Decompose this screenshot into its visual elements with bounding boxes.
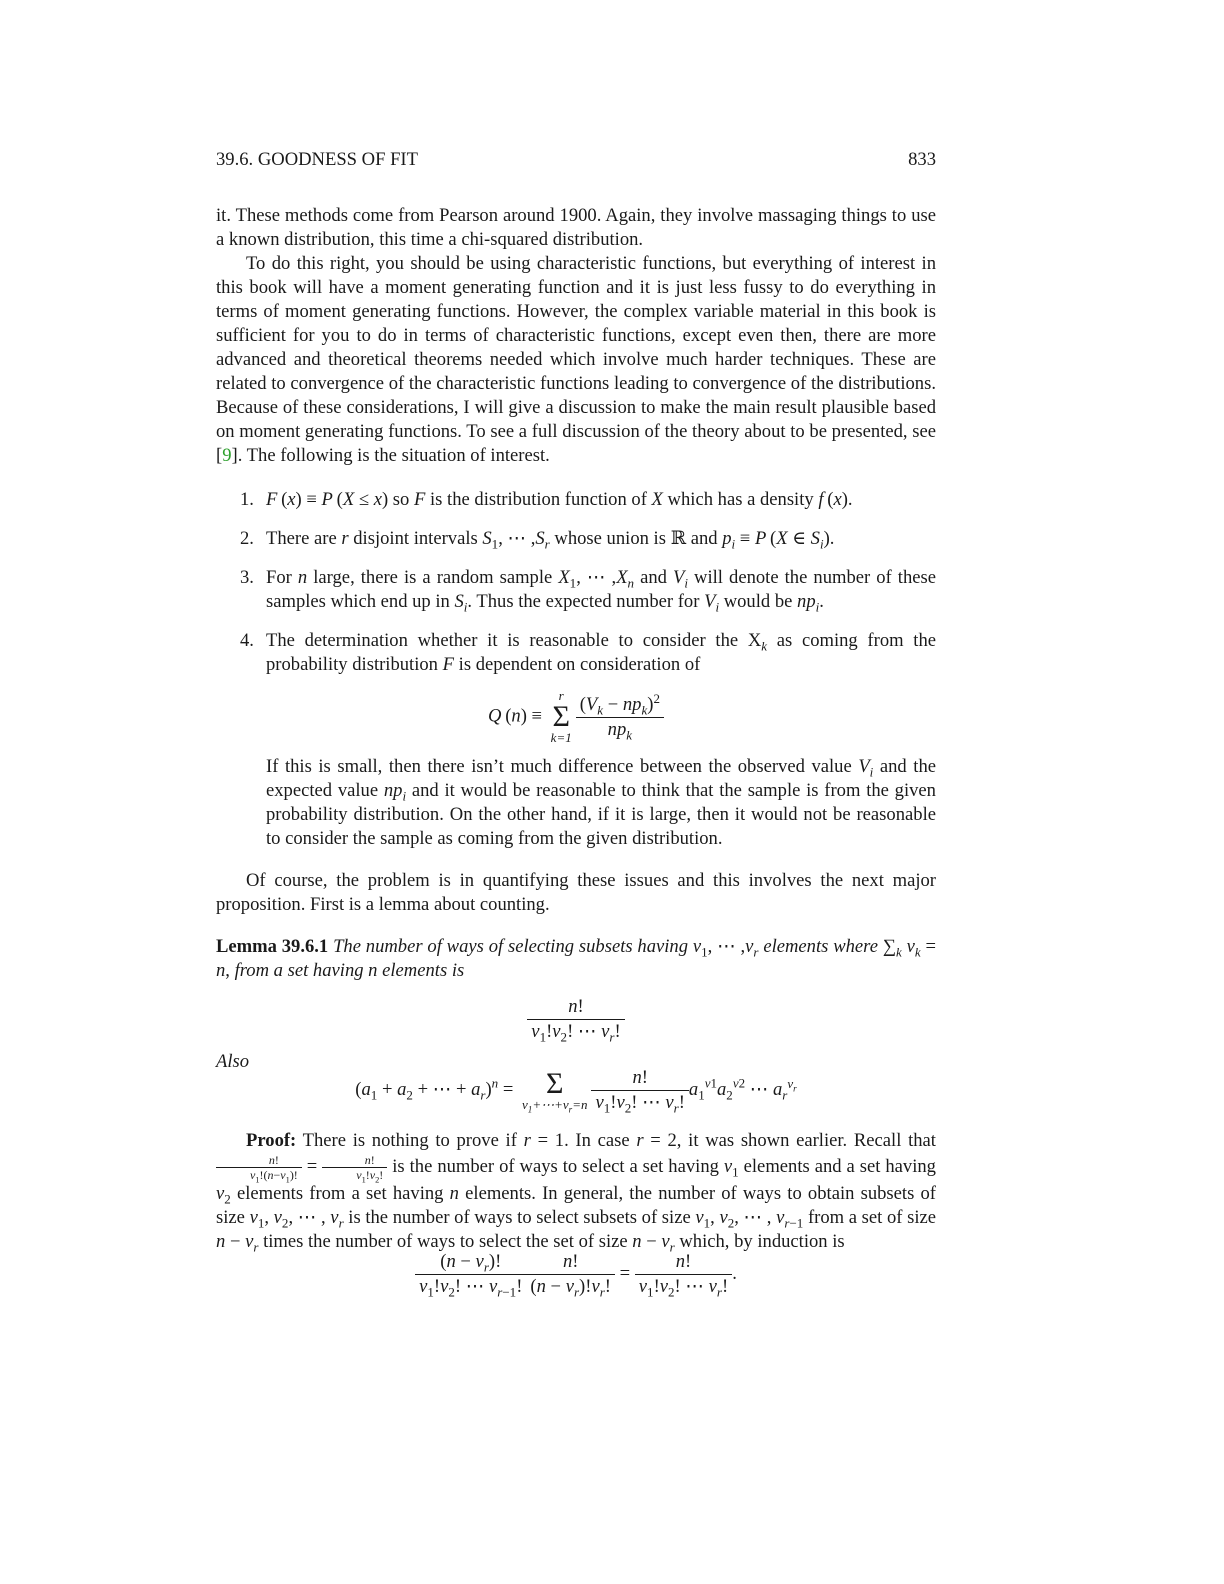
equation-Q: Q (n) ≡ r Σ k=1 $\frac{(V_k - np_k)^2}{np_k}$ [216, 689, 936, 745]
proof: Proof: There is nothing to prove if r = 1. In case r = 2, it was shown earlier. Recall that $\frac{n!}{v_1!(n-v_1)!}$ = $\frac{n!}{v_1!v_2!}$ is the number of ways to select a set having $v_1$ elements and a set having $v_2$ elements from a set having n elements. In general, the number of ways to obtain subsets of size $v_1$, $v_2$, ⋯ , $v_r$ is the number of ways to select subsets of size $v_1$, $v_2$, ⋯ , $v_{r-1}$ from a set of size $n - v_r$ times the number of ways to select the set of size $n - v_r$ which, by induction is [216, 1130, 937, 1255]
lemma: Lemma 39.6.1 The number of ways of selecting subsets having $v_1$, ⋯ $,v_r$ elements where $\sum_k$ $v_k = n$, from a set having n elements is [216, 936, 936, 981]
body [216, 204, 936, 1299]
proof-label: Proof: [246, 1130, 297, 1151]
conditions-list [216, 488, 936, 851]
lemma-label: Lemma 39.6.1 [216, 936, 329, 957]
list-item: 2. There are r disjoint intervals $S_1$, ⋯ $,S_r$ whose union is ℝ and $p_i \equiv P$ (X ∈ $S_i$). [240, 528, 835, 552]
also-label: Also [216, 1051, 250, 1072]
citation-link[interactable]: 9 [222, 445, 232, 466]
paragraph-3: Of course, the problem is in quantifying these issues and this involves the next major proposition. First is a lemma about counting. [216, 870, 936, 915]
paragraph-1: it. These methods come from Pearson around 1900. Again, they involve massaging things to use a known distribution, this time a chi-squared distribution. [216, 205, 936, 250]
equation-multinomial: $\frac{n!}{v_1!v_2! \cdots v_r!}$ [216, 995, 936, 1044]
list-item: 4. The determination whether it is reasonable to consider the $X_k$ as coming from the probability distribution F is dependent on consideration of Q (n) ≡ r Σ k=1 $\frac{(V_k - np_k)^2}{np_k}$ If this is small, then there isn’t much difference between the observed value $V_i$ and the expected value $np_i$ and it would be reasonable to think that the sample is from the given probability distribution. On the other hand, if it is large, then it would not be reasonable to consider the sample as coming from the given distribution. [216, 629, 936, 851]
page-number: 833 [908, 149, 936, 170]
list-item: 3. For n large, there is a random sample $X_1$, ⋯ $,X_n$ and $V_i$ will denote the number of these samples which end up in $S_i$. Thus the expected number for $V_i$ would be $np_i$. [240, 567, 937, 615]
section-title: 39.6. GOODNESS OF FIT [216, 149, 418, 170]
equation-multinomial-theorem: ($a_1 + a_2$ + ⋯ + $a_r)^n$ = Σ $v_1+\cdots+v_r=n$ $\frac{n!}{v_1!v_2! \cdots v_r!}$ $a_1^{v1}a_2^{v2}$ ⋯ $a_r^{v_r}$ [355, 1066, 797, 1116]
list-item: 1. F (x) ≡ P (X ≤ x) so F is the distribution function of X which has a density f (x). [240, 489, 853, 510]
running-header [216, 148, 936, 172]
equation-induction: $\frac{(n - v_r)!}{v_1!v_2! \cdots v_{r-1}!}$ $\frac{n!}{(n - v_r)!v_r!}$ = $\frac{n!}{v_1!v_2! \cdots v_r!}$ . [216, 1250, 936, 1299]
paragraph-2: To do this right, you should be using characteristic functions, but everything of interest in this book will have a moment generating function and it is just less fussy to do everything in terms of moment generating functions. However, the complex variable material in this book is sufficient for you to do in terms of characteristic functions, except even then, there are more advanced and theoretical theorems needed which involve much harder techniques. These are related to convergence of the characteristic functions leading to convergence of the distributions. Because of these considerations, I will give a discussion to make the main result plausible based on moment generating functions. To see a full discussion of the theory about to be presented, see [9]. The following is the situation of interest. [216, 253, 936, 466]
